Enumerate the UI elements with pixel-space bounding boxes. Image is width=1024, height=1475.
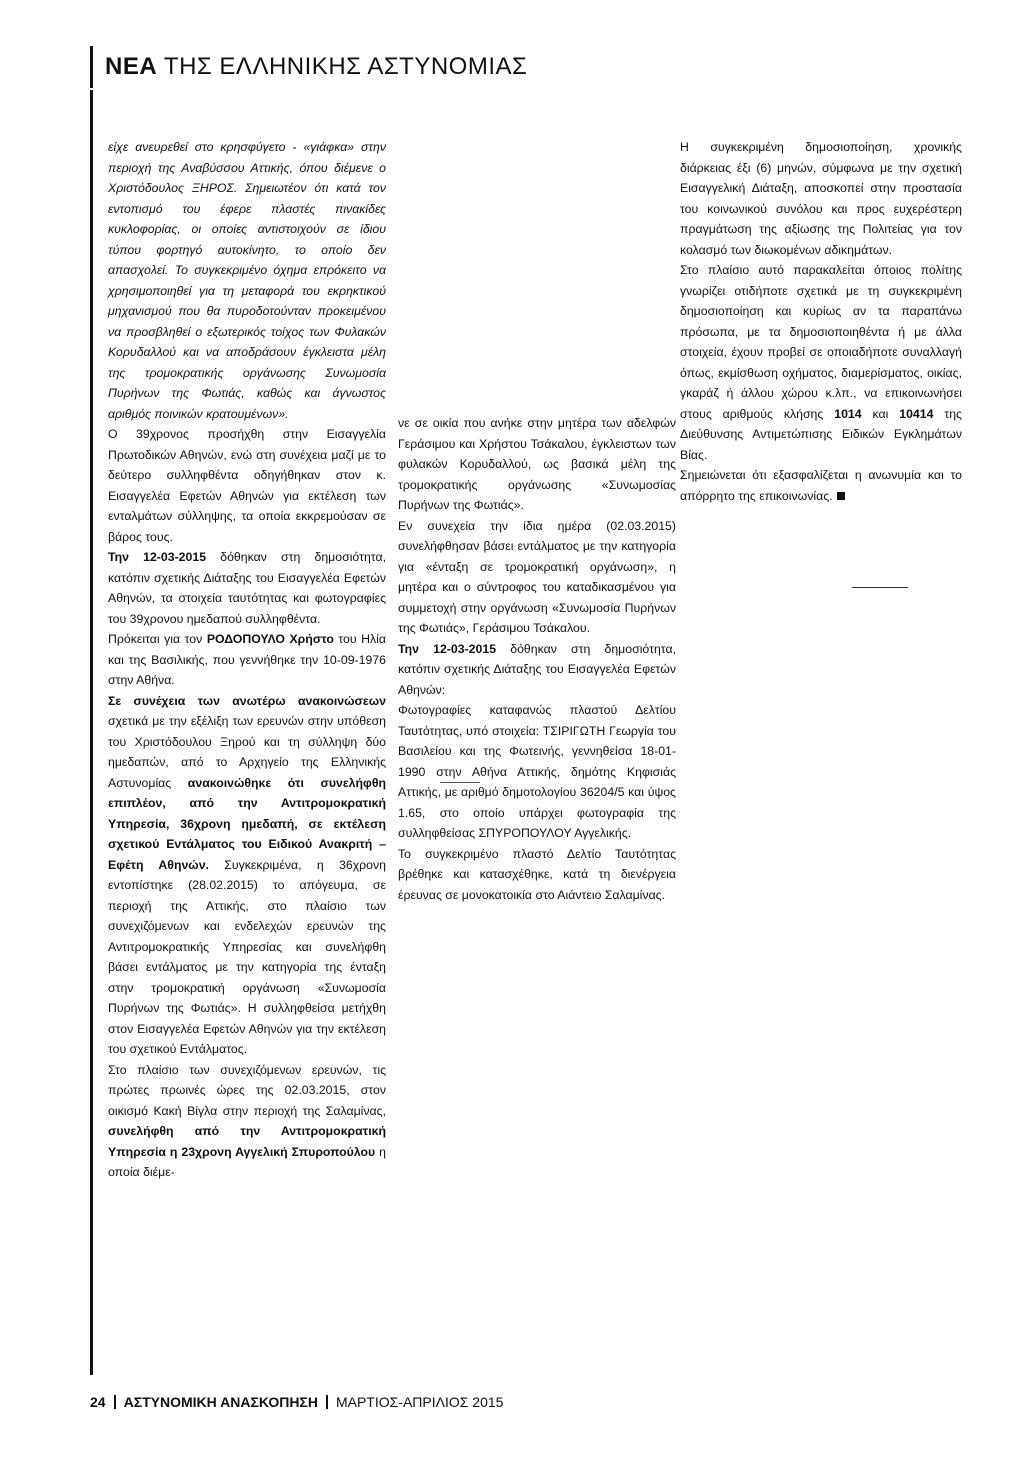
paragraph xyxy=(108,691,386,1060)
paragraph: Το συγκεκριμένο πλαστό Δελτίο Ταυτότητας βρέθηκε και κατασχέθηκε, κατά τη διενέργεια έρευνας σε μονοκατοικία στο Αιάντειο Σαλαμίνας. xyxy=(398,846,676,902)
phone-number: 10414 xyxy=(899,406,934,421)
paragraph: Εν συνεχεία την ίδια ημέρα (02.03.2015) συνελήφθησαν βάσει εντάλματος με την κατηγορία για «ένταξη σε τρομοκρατική οργάνωση», η μητέρα και ο σύντροφος του καταδικασμένου για συμμετοχή στην οργάνωση «Συνωμοσία Πυρήνων της Φωτιάς», Γεράσιμου Τσάκαλου. xyxy=(398,518,676,635)
end-mark-icon xyxy=(837,492,845,500)
name-bold: ΡΟΔΟΠΟΥΛΟ Χρήστο xyxy=(206,632,334,646)
text: Στο πλαίσιο των συνεχιζόμενων ερευνών, τις πρώτες πρωινές ώρες της 02.03.2015, στον οικισμό Κακή Βίγλα στην περιοχή της Σαλαμίνας, xyxy=(108,1062,386,1118)
paragraph xyxy=(398,639,676,701)
left-rule xyxy=(90,90,93,1375)
section-title-rest: ΤΗΣ ΕΛΛΗΝΙΚΗΣ ΑΣΤΥΝΟΜΙΑΣ xyxy=(157,53,528,80)
text: δόθηκαν στη δημοσιότητα, κατόπιν σχετικής Διάταξης του Εισαγγελέα Εφετών Αθηνών, τα στοιχεία ταυτότητας και φωτογραφίες του 39χρονου ημεδαπού συλληφθέντα. xyxy=(108,550,386,626)
separator xyxy=(114,1395,116,1409)
text: Πρόκειται για τον xyxy=(108,632,207,646)
article-column-1 xyxy=(108,137,386,1183)
article-column-3 xyxy=(680,137,962,506)
page-footer xyxy=(90,1394,503,1410)
paragraph: Η συγκεκριμένη δημοσιοποίηση, χρονικής διάρκειας έξι (6) μηνών, σύμφωνα με την σχετική Εισαγγελική Διάταξη, αποσκοπεί στην προστασία του κοινωνικού συνόλου και προς ευχερέστερη πραγμάτωση της αξίωσης της Πολιτείας για τον κολασμό των διωκομένων αδικημάτων. xyxy=(680,140,962,257)
text: Στο πλαίσιο αυτό παρακαλείται όποιος πολίτης γνωρίζει οτιδήποτε σχετικά με τη συγκεκριμένη δημοσιοποίηση και κυρίως αν τα παραπάνω πρόσωπα, με τα δημοσιοποιηθέντα ή με άλλα στοιχεία, έχουν προβεί σε οποιαδήποτε συναλλαγή όπως, εκμίσθωση οχήματος, διαμερίσματος, οικίας, γκαράζ ή άλλου χώρου κ.λπ., να επικοινωνήσει στους αριθμούς κλήσης xyxy=(680,263,962,421)
paragraph: Ο 39χρονος προσήχθη στην Εισαγγελία Πρωτοδικών Αθηνών, ενώ στη συνέχεια μαζί με το δεύτερο συλληφθέντα οδηγήθηκαν στον κ. Εισαγγελέα Εφετών Αθηνών για εκτέλεση των ενταλμάτων σύλληψης, τα οποία εκκρεμούσαν σε βάρος τους. xyxy=(108,427,386,544)
magazine-name: ΑΣΤΥΝΟΜΙΚΗ ΑΝΑΣΚΟΠΗΣΗ xyxy=(123,1394,318,1410)
header-bar xyxy=(90,46,93,88)
paragraph: είχε ανευρεθεί στο κρησφύγετο - «γιάφκα» στην περιοχή της Αναβύσσου Αττικής, όπου διέμενε ο Χριστόδουλος ΞΗΡΟΣ. Σημειωτέον ότι κατά τον εντοπισμό του έφερε πλαστές πινακίδες κυκλοφορίας, οι οποίες αντιστοιχούν σε ίδιου τύπου φορτηγό αυτοκίνητο, το οποίο δεν απασχολεί. Το συγκεκριμένο όχημα επρόκειτο να χρησιμοποιηθεί για τη μεταφορά του εκρηκτικού μηχανισμού που θα πυροδοτούνταν προκειμένου να προσβληθεί ο εξωτερικός τοίχος των Φυλακών Κορυδαλλού και να αποδράσουν έγκλειστα μέλη της τρομοκρατικής οργάνωσης Συνωμοσία Πυρήνων της Φωτιάς, καθώς και άγνωστος αριθμός ποινικών κρατουμένων». xyxy=(108,140,386,421)
paragraph xyxy=(108,1060,386,1183)
text-bold: Σε συνέχεια των ανωτέρω ανακοινώσεων xyxy=(108,693,386,708)
text: Σημειώνεται ότι εξασφαλίζεται η ανωνυμία και το απόρρητο της επικοινωνίας. xyxy=(680,468,962,503)
section-title xyxy=(105,53,527,81)
text: του Ηλία και της Βασιλικής, που γεννήθηκε την 10-09-1976 στην Αθήνα. xyxy=(108,632,387,687)
page-number: 24 xyxy=(90,1394,106,1410)
paragraph xyxy=(108,629,386,691)
text: της Διεύθυνσης Αντιμετώπισης Ειδικών Εγκλημάτων Βίας. xyxy=(680,406,962,462)
paragraph xyxy=(108,547,386,629)
date-bold: Την 12-03-2015 xyxy=(398,641,497,656)
paragraph xyxy=(680,260,962,465)
text: σχετικά με την εξέλιξη των ερευνών στην υπόθεση του Χριστόδουλου Ξηρού και τη σύλληψη δύο ημεδαπών, από το Αρχηγείο της Ελληνικής Αστυνομίας xyxy=(108,714,386,790)
section-title-bold: ΝΕΑ xyxy=(105,53,158,80)
paragraph: νε σε οικία που ανήκε στην μητέρα των αδελφών Γεράσιμου και Χρήστου Τσάκαλου, έγκλειστων των φυλακών Κορυδαλλού, ως βασικά μέλη της τρομοκρατικής οργάνωσης «Συνωμοσίας Πυρήνων της Φωτιάς». xyxy=(398,416,676,512)
text: Συγκεκριμένα, η 36χρονη εντοπίστηκε (28.02.2015) το απόγευμα, σε περιοχή της Αττικής, στο πλαίσιο των συνεχιζόμενων και ενδελεχών ερευνών της Αντιτρομοκρατικής Υπηρεσίας και συνελήφθη βάσει εντάλματος με την κατηγορία της ένταξη στην τρομοκρατική οργάνωση «Συνωμοσία Πυρήνων της Φωτιάς». Η συλληφθείσα μετήχθη στον Εισαγγελέα Εφετών Αθηνών για την εκτέλεση του σχετικού Εντάλματος. xyxy=(108,857,386,1056)
page-header xyxy=(90,46,527,88)
text-bold: ανακοινώθηκε ότι συνελήφθη επιπλέον, από την Αντιτρομοκρατική Υπηρεσία, 36χρονη ημεδαπή, σε εκτέλεση σχετικού Εντάλματος του Ειδικού Ανακριτή – Εφέτη Αθηνών. xyxy=(108,775,386,872)
phone-number: 1014 xyxy=(834,406,862,421)
paragraph xyxy=(680,465,962,506)
text: και xyxy=(861,406,900,421)
date-bold: Την 12-03-2015 xyxy=(108,550,207,564)
separator xyxy=(326,1395,328,1409)
issue-date: ΜΑΡΤΙΟΣ-ΑΠΡΙΛΙΟΣ 2015 xyxy=(335,1394,504,1410)
text: η οποία διέμε- xyxy=(108,1144,386,1179)
text-bold: συνελήφθη από την Αντιτρομοκρατική Υπηρεσία η 23χρονη Αγγελική Σπυροπούλου xyxy=(108,1124,386,1159)
divider xyxy=(852,587,908,588)
article-column-2 xyxy=(398,413,676,905)
divider xyxy=(440,782,480,783)
text: δόθηκαν στη δημοσιότητα, κατόπιν σχετικής Διάταξης του Εισαγγελέα Εφετών Αθηνών: xyxy=(398,641,676,697)
paragraph: Φωτογραφίες καταφανώς πλαστού Δελτίου Ταυτότητας, υπό στοιχεία: ΤΣΙΡΙΓΩΤΗ Γεωργία του Βασιλείου και της Φωτεινής, γεννηθείσα 18-01-1990 στην Αθήνα Αττικής, δημότης Κηφισιάς Αττικής, με αριθμό δημοτολογίου 36204/5 και ύψος 1.65, στο οποίο υπάρχει φωτογραφία της συλληφθείσας ΣΠΥΡΟΠΟΥΛΟΥ Αγγελικής. xyxy=(398,703,676,840)
